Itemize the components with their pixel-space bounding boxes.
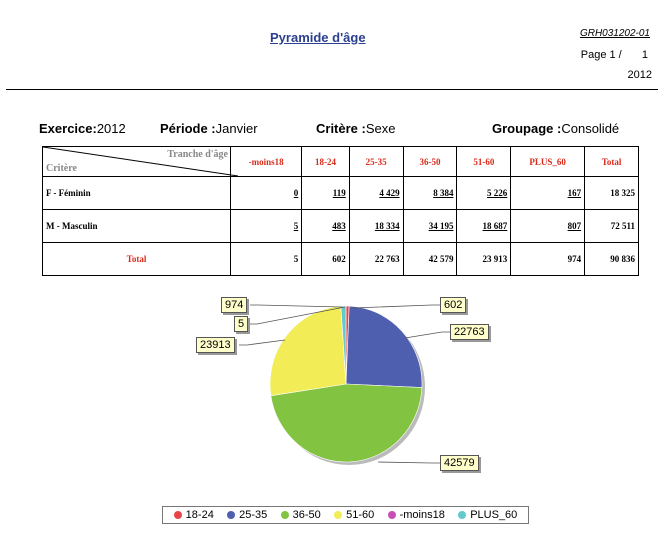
page-label: Page 1 / [580,49,622,61]
legend-dot-icon [388,511,396,519]
periode-label: Période : [160,121,216,136]
total-cell: 42 579 [403,243,457,276]
row-label: F - Féminin [43,177,231,210]
pie-label-51-60: 23913 [196,337,235,353]
pie-leader-51-60 [239,340,285,345]
age-pyramid-table [42,146,639,276]
cell-value: 167 [567,188,582,198]
periode-criterion [160,121,258,136]
legend-label: 51-60 [346,509,375,521]
critere-criterion [316,121,396,136]
total-cell: 974 [511,243,585,276]
col-header: 51-60 [457,147,511,177]
legend-item [227,509,267,521]
corner-bottom-label: Critère [46,163,77,174]
pie-leader-PLUS_60 [250,305,342,307]
groupage-label: Groupage : [492,121,562,136]
cell-value: 5 226 [487,188,508,198]
row-label: M - Masculin [43,210,231,243]
cell [231,210,302,243]
legend-item [388,509,445,521]
page-indicator [581,49,648,61]
legend-dot-icon [334,511,342,519]
cell [302,210,349,243]
table-header-row [43,147,639,177]
total-cell: 90 836 [585,243,639,276]
exercice-label: Exercice: [39,121,97,136]
pie-label-PLUS_60: 974 [221,297,247,313]
cell-value: 807 [567,221,582,231]
cell [349,210,403,243]
col-header: -moins18 [231,147,302,177]
cell-total: 18 325 [585,177,639,210]
legend-item [174,509,214,521]
cell [511,210,585,243]
legend-dot-icon [174,511,182,519]
pie-chart [0,290,664,510]
pie-leader-18-24 [352,305,440,308]
cell-value: 119 [332,188,346,198]
page-total: 1 [641,49,648,61]
header-divider [6,89,658,90]
cell [302,177,349,210]
critere-value: Sexe [365,121,396,136]
pie-leader-36-50 [378,462,440,463]
report-year: 2012 [627,69,652,81]
cell-total: 72 511 [585,210,639,243]
groupage-value: Consolidé [561,121,620,136]
legend-label: 25-35 [239,509,268,521]
col-header: PLUS_60 [511,147,585,177]
legend-label: 18-24 [185,509,214,521]
legend-item [281,509,321,521]
cell [403,177,457,210]
cell-value: 0 [293,188,299,198]
critere-label: Critère : [316,121,366,136]
cell-value: 8 384 [433,188,454,198]
col-header: 25-35 [349,147,403,177]
legend-dot-icon [281,511,289,519]
legend-label: -moins18 [399,509,445,521]
pie-label-36-50: 42579 [440,455,479,471]
cell-value: 18 334 [374,221,400,231]
pie-label-18-24: 602 [440,297,466,313]
total-label: Total [43,243,231,276]
total-cell: 22 763 [349,243,403,276]
cell-value: 34 195 [428,221,454,231]
pie-slice-36-50 [271,384,422,462]
periode-value: Janvier [215,121,258,136]
table-total-row [43,243,639,276]
exercice-criterion [39,121,126,136]
cell [231,177,302,210]
table-row [43,177,639,210]
col-header: 36-50 [403,147,457,177]
legend-item [334,509,374,521]
col-header: 18-24 [302,147,349,177]
cell-value: 483 [332,221,346,231]
cell [349,177,403,210]
chart-legend [162,506,529,524]
total-cell: 23 913 [457,243,511,276]
pie-label-25-35: 22763 [450,324,489,340]
col-header: Total [585,147,639,177]
pie-leader-25-35 [405,332,450,338]
corner-header-cell [43,147,231,177]
cell-value: 5 [293,221,299,231]
legend-dot-icon [458,511,466,519]
cell-value: 18 687 [482,221,508,231]
pie-slice-25-35 [346,306,422,387]
exercice-value: 2012 [96,121,126,136]
cell [457,210,511,243]
report-code: GRH031202-01 [579,28,650,39]
legend-label: PLUS_60 [470,509,518,521]
total-cell: 602 [302,243,349,276]
legend-dot-icon [227,511,235,519]
pie-label--moins18: 5 [234,316,248,332]
cell [403,210,457,243]
cell [457,177,511,210]
corner-top-label: Tranche d'âge [167,149,228,160]
table-row [43,210,639,243]
legend-label: 36-50 [292,509,321,521]
legend-item [458,509,517,521]
total-cell: 5 [231,243,302,276]
pie-chart-svg [0,290,664,510]
groupage-criterion [492,121,619,136]
report-title: Pyramide d'âge [270,30,366,45]
cell-value: 4 429 [379,188,400,198]
cell [511,177,585,210]
